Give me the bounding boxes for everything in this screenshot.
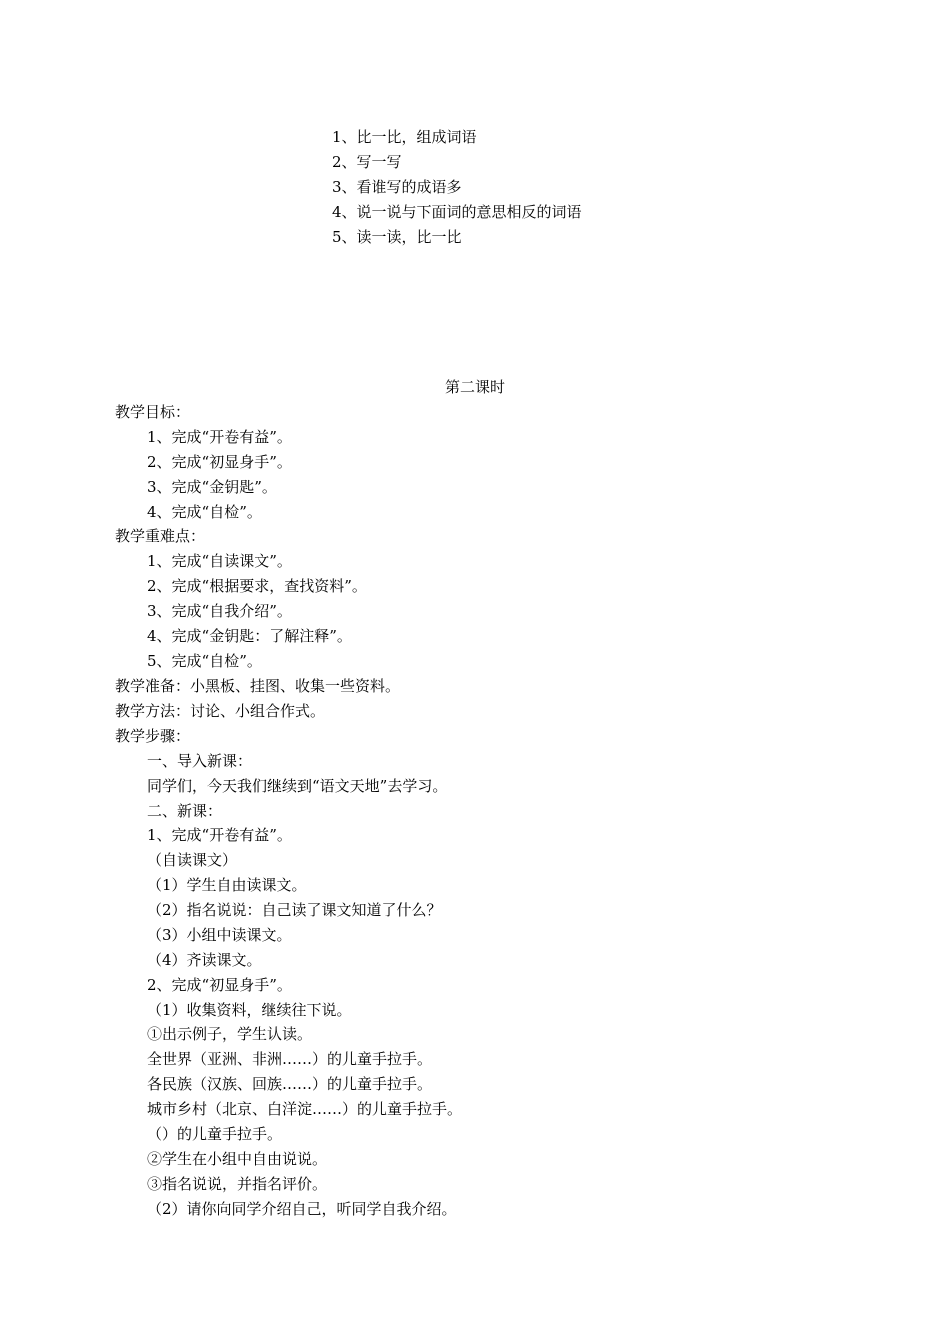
objective-item: 1、完成“开卷有益”。 [147, 428, 292, 446]
step-line: （2）请你向同学介绍自己，听同学自我介绍。 [147, 1200, 457, 1218]
exercise-item-5: 5、读一读，比一比 [332, 228, 462, 246]
steps-label: 教学步骤： [115, 727, 191, 745]
step-line: 各民族（汉族、回族……）的儿童手拉手。 [147, 1075, 433, 1093]
objective-item: 4、完成“自检”。 [147, 503, 262, 521]
step-line: ②学生在小组中自由说说。 [147, 1150, 328, 1168]
exercise-item-4: 4、说一说与下面词的意思相反的词语 [332, 203, 582, 221]
step-line: （3）小组中读课文。 [147, 926, 292, 944]
key-point-item: 4、完成“金钥匙：了解注释”。 [147, 627, 352, 645]
exercise-item-3: 3、看谁写的成语多 [332, 178, 462, 196]
key-point-item: 1、完成“自读课文”。 [147, 552, 292, 570]
step-line: （1）收集资料，继续往下说。 [147, 1001, 352, 1019]
objective-item: 3、完成“金钥匙”。 [147, 478, 277, 496]
key-point-item: 3、完成“自我介绍”。 [147, 602, 292, 620]
step-line: （）的儿童手拉手。 [147, 1125, 283, 1143]
step-line: ①出示例子，学生认读。 [147, 1025, 313, 1043]
exercise-item-1: 1、比一比，组成词语 [332, 128, 477, 146]
step-line: ③指名说说，并指名评价。 [147, 1175, 328, 1193]
step-line: （2）指名说说：自己读了课文知道了什么？ [147, 901, 442, 919]
step-line: 全世界（亚洲、非洲……）的儿童手拉手。 [147, 1050, 433, 1068]
step-line: 1、完成“开卷有益”。 [147, 826, 292, 844]
lesson-title: 第二课时 [444, 378, 505, 396]
objective-item: 2、完成“初显身手”。 [147, 453, 292, 471]
step-line: 二、新课： [147, 802, 223, 820]
step-line: （自读课文） [147, 851, 238, 869]
preparation-line: 教学准备：小黑板、挂图、收集一些资料。 [115, 677, 401, 695]
method-line: 教学方法：讨论、小组合作式。 [115, 702, 326, 720]
step-line: （1）学生自由读课文。 [147, 876, 307, 894]
exercise-item-2: 2、写一写 [332, 153, 402, 171]
step-line: 2、完成“初显身手”。 [147, 976, 292, 994]
key-point-item: 2、完成“根据要求，查找资料”。 [147, 577, 367, 595]
step-line: 城市乡村（北京、白洋淀……）的儿童手拉手。 [147, 1100, 463, 1118]
key-point-item: 5、完成“自检”。 [147, 652, 262, 670]
step-line: 同学们，今天我们继续到“语文天地”去学习。 [147, 777, 448, 795]
step-line: （4）齐读课文。 [147, 951, 262, 969]
key-points-label: 教学重难点： [115, 527, 206, 545]
objectives-label: 教学目标： [115, 403, 191, 421]
step-line: 一、导入新课： [147, 752, 253, 770]
